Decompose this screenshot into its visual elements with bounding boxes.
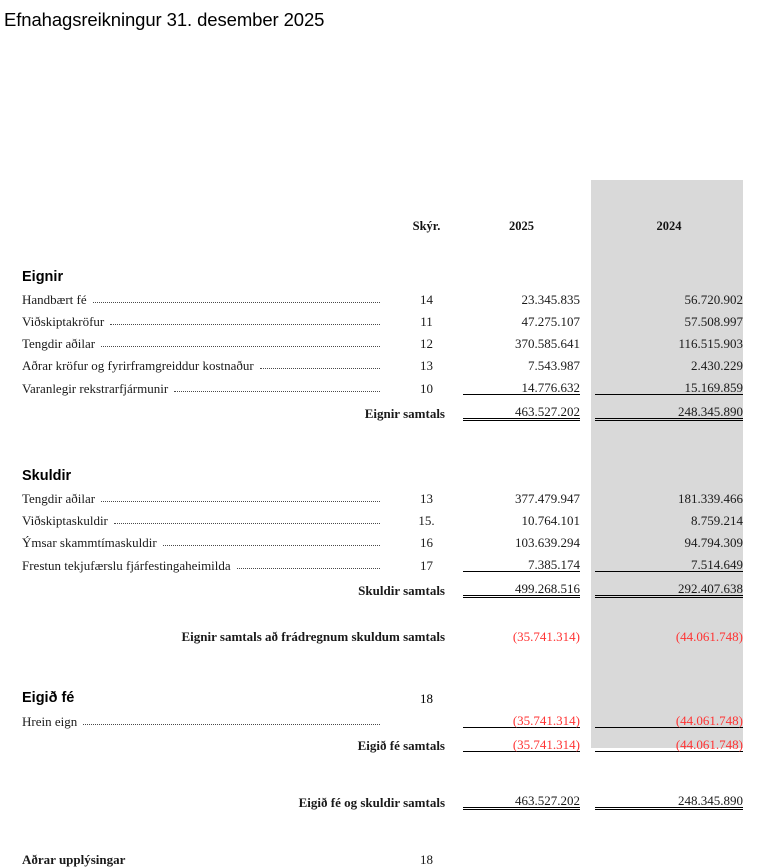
leader-dots bbox=[110, 324, 380, 325]
header-pad bbox=[743, 196, 758, 232]
row-value-2024: 8.759.214 bbox=[691, 513, 743, 528]
other-info-label: Aðrar upplýsingar bbox=[22, 852, 126, 867]
table-header-row bbox=[0, 196, 758, 232]
spacer bbox=[0, 643, 758, 675]
row-value-2024: 116.515.903 bbox=[678, 336, 743, 351]
table-row bbox=[0, 306, 758, 328]
spacer bbox=[0, 597, 758, 621]
total-row-equity bbox=[0, 728, 758, 752]
table-row bbox=[0, 549, 758, 572]
header-year-2025: 2025 bbox=[509, 218, 534, 233]
row-value-2025: 23.345.835 bbox=[521, 292, 580, 307]
equity-total-label: Eigið fé samtals bbox=[357, 737, 445, 753]
section-heading-assets bbox=[0, 254, 758, 284]
spacer bbox=[0, 752, 758, 785]
spacer bbox=[0, 232, 758, 254]
row-value-2024: 57.508.997 bbox=[684, 314, 743, 329]
equity-total-2024: (44.061.748) bbox=[595, 728, 743, 752]
leader-dots bbox=[101, 346, 380, 347]
leader-dots bbox=[93, 302, 380, 303]
row-label: Tengdir aðilar bbox=[22, 336, 96, 351]
page-title: Efnahagsreikningur 31. desember 2025 bbox=[4, 9, 325, 30]
row-value-2025: 377.479.947 bbox=[515, 491, 580, 506]
equity-heading: Eigið fé bbox=[22, 689, 75, 706]
header-note-col: Skýr. bbox=[412, 218, 441, 233]
table-row bbox=[0, 483, 758, 505]
row-value-2025: 14.776.632 bbox=[521, 380, 580, 395]
leader-dots bbox=[163, 545, 380, 546]
liabilities-heading-note bbox=[390, 453, 463, 483]
equity-total-2025: (35.741.314) bbox=[463, 728, 580, 752]
table-row bbox=[0, 372, 758, 395]
row-value-2024: 15.169.859 bbox=[684, 380, 743, 395]
row-value-2025: (35.741.314) bbox=[463, 705, 580, 728]
total-row-liabilities bbox=[0, 572, 758, 597]
leader-dots bbox=[174, 391, 380, 392]
leader-dots bbox=[101, 501, 380, 502]
assets-total-2024: 248.345.890 bbox=[595, 395, 743, 420]
total-row-assets bbox=[0, 395, 758, 420]
balance-sheet bbox=[0, 196, 758, 866]
assets-heading-note bbox=[390, 254, 463, 284]
other-info-note: 18 bbox=[420, 852, 433, 867]
row-label: Tengdir aðilar bbox=[22, 491, 96, 506]
grand-total-2024: 248.345.890 bbox=[595, 784, 743, 809]
row-note: 12 bbox=[420, 336, 433, 351]
table-row bbox=[0, 705, 758, 728]
row-label: Varanlegir rekstrarfjármunir bbox=[22, 380, 169, 396]
liabilities-total-2025: 499.268.516 bbox=[463, 572, 580, 597]
row-value-2024: 2.430.229 bbox=[691, 358, 743, 373]
net-assets-label: Eignir samtals að frádregnum skuldum samtals bbox=[181, 629, 445, 644]
row-value-2025: 7.385.174 bbox=[528, 557, 580, 572]
liabilities-heading: Skuldir bbox=[22, 467, 72, 484]
row-note: 16 bbox=[420, 535, 433, 550]
section-heading-liabilities bbox=[0, 453, 758, 483]
row-label: Frestun tekjufærslu fjárfestingaheimilda bbox=[22, 557, 231, 573]
row-value-2025: 10.764.101 bbox=[521, 513, 580, 528]
table-row bbox=[0, 527, 758, 549]
grand-total-2025: 463.527.202 bbox=[463, 784, 580, 809]
header-label-col bbox=[0, 196, 390, 232]
liabilities-total-label: Skuldir samtals bbox=[358, 582, 445, 598]
row-note: 13 bbox=[420, 491, 433, 506]
row-value-2025: 370.585.641 bbox=[515, 336, 580, 351]
row-value-2025: 7.543.987 bbox=[528, 358, 580, 373]
row-value-2024: 181.339.466 bbox=[678, 491, 743, 506]
row-note: 13 bbox=[420, 358, 433, 373]
section-heading-equity bbox=[0, 675, 758, 705]
grand-total-row bbox=[0, 784, 758, 809]
row-note: 14 bbox=[420, 292, 433, 307]
table-row bbox=[0, 328, 758, 350]
spacer bbox=[0, 809, 758, 843]
assets-total-label: Eignir samtals bbox=[364, 405, 445, 421]
assets-heading: Eignir bbox=[22, 268, 64, 285]
row-note: 15. bbox=[418, 513, 435, 528]
table-row bbox=[0, 350, 758, 372]
row-label: Aðrar kröfur og fyrirframgreiddur kostnaður bbox=[22, 358, 254, 373]
assets-total-2025: 463.527.202 bbox=[463, 395, 580, 420]
leader-dots bbox=[83, 724, 380, 725]
row-value-2024: 56.720.902 bbox=[684, 292, 743, 307]
liabilities-total-2024: 292.407.638 bbox=[595, 572, 743, 597]
balance-sheet-table bbox=[0, 196, 758, 866]
row-label: Viðskiptakröfur bbox=[22, 314, 105, 329]
table-row bbox=[0, 505, 758, 527]
row-value-2025: 103.639.294 bbox=[515, 535, 580, 550]
row-label: Handbært fé bbox=[22, 292, 87, 307]
other-info-row bbox=[0, 842, 758, 866]
row-label: Viðskiptaskuldir bbox=[22, 513, 108, 528]
spacer bbox=[0, 420, 758, 454]
leader-dots bbox=[114, 523, 380, 524]
row-label: Ýmsar skammtímaskuldir bbox=[22, 535, 157, 550]
net-assets-row bbox=[0, 620, 758, 643]
row-note: 11 bbox=[420, 314, 433, 329]
net-assets-2025: (35.741.314) bbox=[512, 629, 580, 644]
header-year-2024: 2024 bbox=[656, 218, 682, 233]
row-note bbox=[390, 705, 463, 728]
row-note: 10 bbox=[420, 380, 433, 396]
header-gap bbox=[580, 196, 595, 232]
row-label: Hrein eign bbox=[22, 713, 78, 729]
row-value-2024: (44.061.748) bbox=[595, 705, 743, 728]
leader-dots bbox=[260, 368, 380, 369]
row-value-2025: 47.275.107 bbox=[521, 314, 580, 329]
leader-dots bbox=[237, 568, 380, 569]
row-note: 17 bbox=[420, 557, 433, 573]
equity-heading-note: 18 bbox=[420, 691, 433, 706]
table-row bbox=[0, 284, 758, 306]
grand-total-label: Eigið fé og skuldir samtals bbox=[298, 794, 445, 810]
row-value-2024: 94.794.309 bbox=[684, 535, 743, 550]
net-assets-2024: (44.061.748) bbox=[675, 629, 743, 644]
row-value-2024: 7.514.649 bbox=[691, 557, 743, 572]
